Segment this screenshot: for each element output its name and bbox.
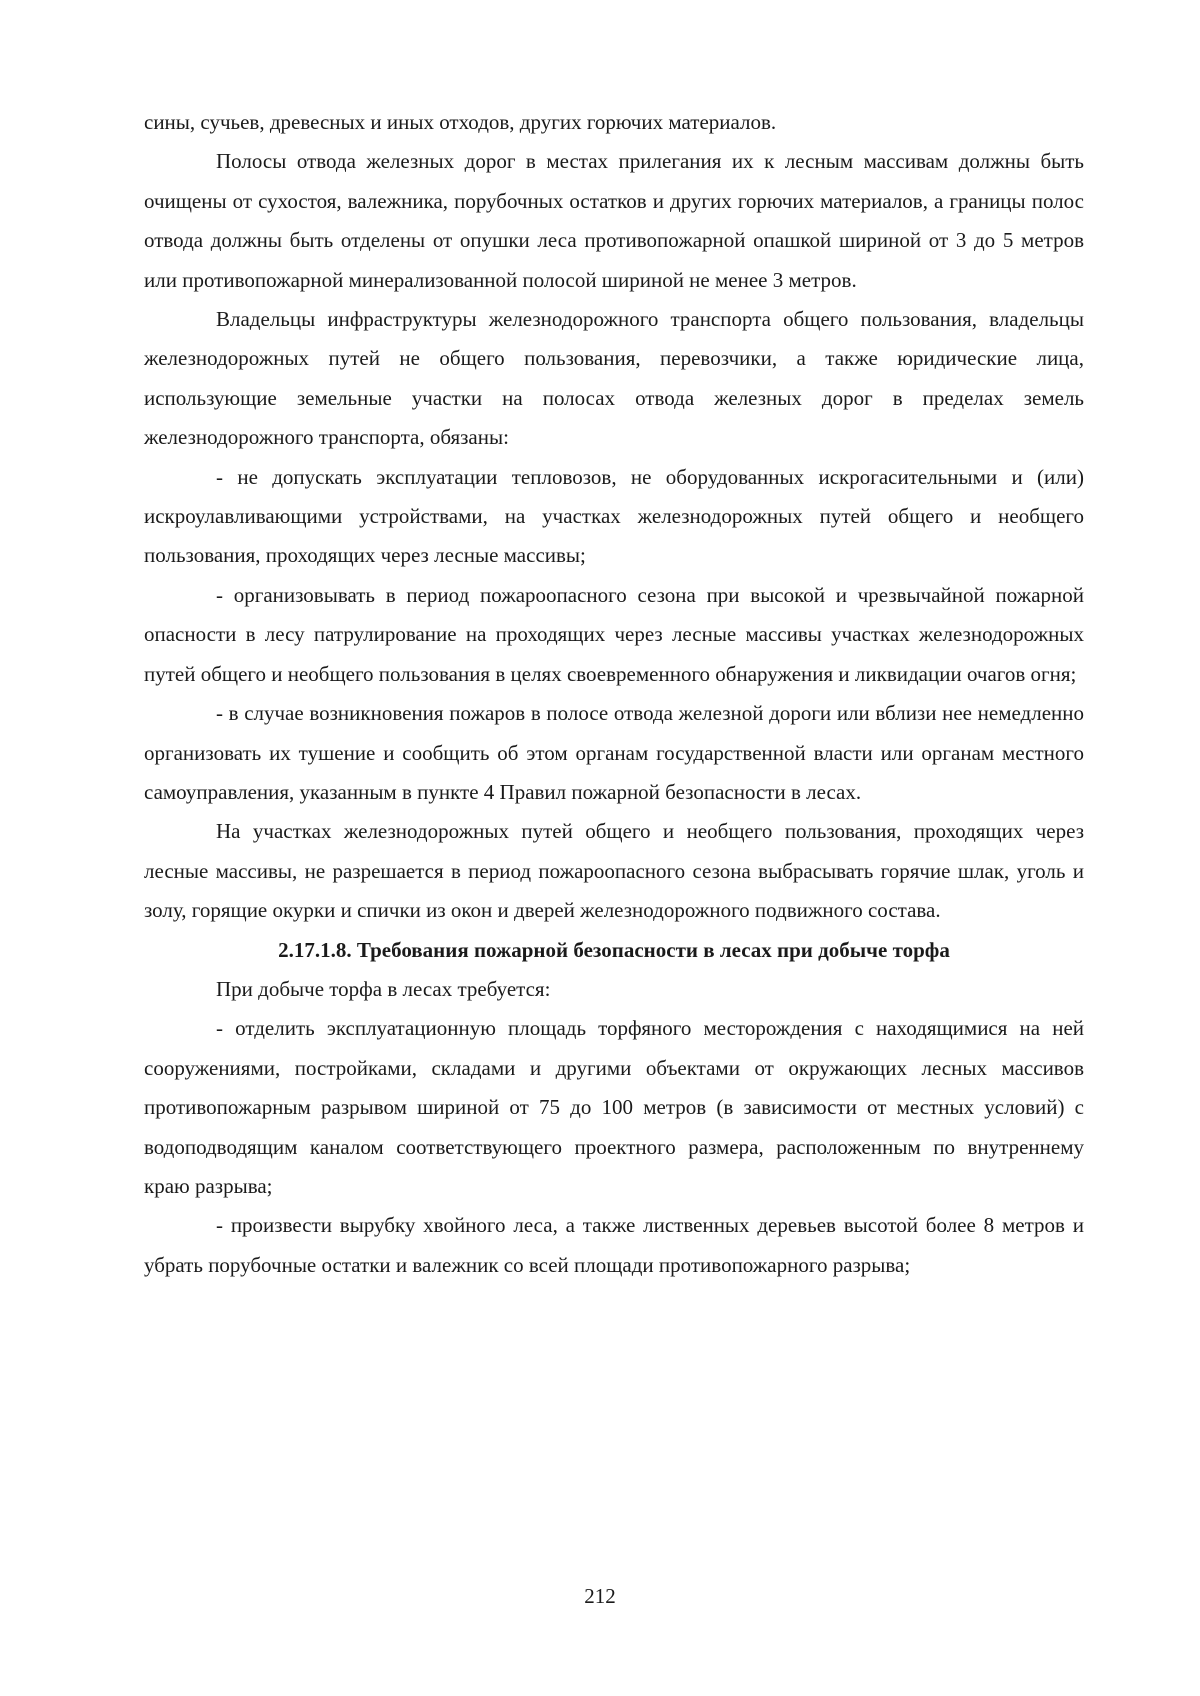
document-page (144, 103, 1084, 1285)
section-heading: 2.17.1.8. Требования пожарной безопасности в лесах при добыче торфа (278, 937, 950, 962)
list-item-paragraph: - отделить эксплуатационную площадь торфяного месторождения с находящимися на ней сооружениями, постройками, складами и другими объектами от окружающих лесных массивов противопожарным разрывом шириной от 75 до 100 метров (в зависимости от местных условий) с водоподводящим каналом соответствующего проектного размера, расположенным по внутреннему краю разрыва; (144, 1016, 1084, 1198)
list-item-paragraph: - в случае возникновения пожаров в полосе отвода железной дороги или вблизи нее немедленно организовать их тушение и сообщить об этом органам государственной власти или органам местного самоуправления, указанным в пункте 4 Правил пожарной безопасности в лесах. (144, 701, 1084, 804)
list-item-paragraph: - не допускать эксплуатации тепловозов, не оборудованных искрогасительными и (или) искроулавливающими устройствами, на участках железнодорожных путей общего и необщего пользования, проходящих через лесные массивы; (144, 464, 1084, 568)
paragraph: При добыче торфа в лесах требуется: (216, 976, 551, 1001)
page-number: 212 (584, 1584, 616, 1608)
paragraph: Полосы отвода железных дорог в местах прилегания их к лесным массивам должны быть очищены от сухостоя, валежника, порубочных остатков и других горючих материалов, а границы полос отвода должны быть отделены от опушки леса противопожарной опашкой шириной от 3 до 5 метров или противопожарной минерализованной полосой шириной не менее 3 метров. (144, 149, 1084, 292)
paragraph: Владельцы инфраструктуры железнодорожного транспорта общего пользования, владельцы железнодорожных путей не общего пользования, перевозчики, а также юридические лица, использующие земельные участки на полосах отвода железных дорог в пределах земель железнодорожного транспорта, обязаны: (144, 307, 1084, 450)
paragraph: сины, сучьев, древесных и иных отходов, других горючих материалов. (144, 110, 777, 134)
list-item-paragraph: - организовывать в период пожароопасного сезона при высокой и чрезвычайной пожарной опасности в лесу патрулирование на проходящих через лесные массивы участках железнодорожных путей общего и необщего пользования в целях своевременного обнаружения и ликвидации очагов огня; (144, 582, 1084, 686)
list-item-paragraph: - произвести вырубку хвойного леса, а также лиственных деревьев высотой более 8 метров и убрать порубочные остатки и валежник со всей площади противопожарного разрыва; (144, 1213, 1084, 1277)
paragraph: На участках железнодорожных путей общего и необщего пользования, проходящих через лесные массивы, не разрешается в период пожароопасного сезона выбрасывать горячие шлак, уголь и золу, горящие окурки и спички из окон и дверей железнодорожного подвижного состава. (144, 819, 1084, 923)
